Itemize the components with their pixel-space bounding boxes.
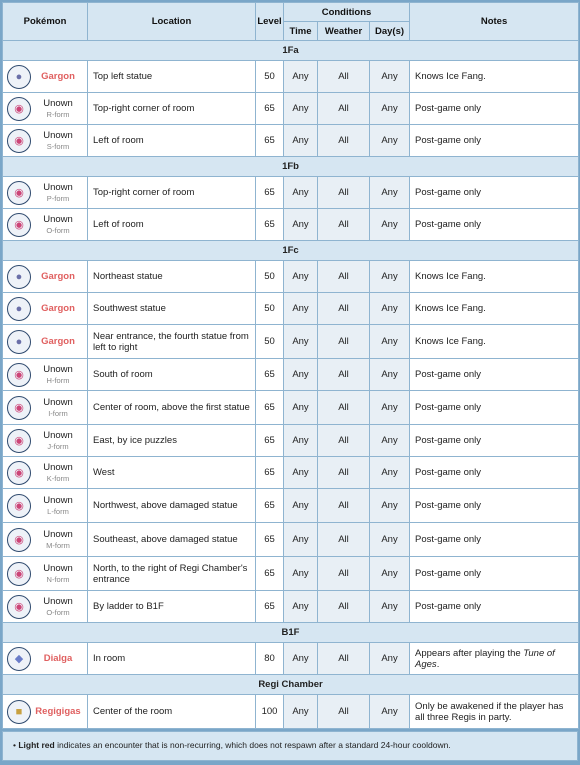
time-cell: Any [284, 457, 318, 489]
location-cell: Center of the room [88, 695, 256, 729]
pokemon-name-link[interactable]: Unown [43, 595, 73, 607]
notes-cell [410, 591, 579, 623]
pokemon-cell [3, 261, 88, 293]
dialga-sprite-icon [7, 647, 31, 671]
location-cell: By ladder to B1F [88, 591, 256, 623]
gargon-glyph-icon: ● [15, 335, 23, 348]
table-row [3, 591, 579, 623]
weather-cell: All [318, 177, 370, 209]
pokemon-info [5, 700, 85, 724]
pokemon-text [31, 71, 85, 82]
location-cell: Northeast statue [88, 261, 256, 293]
pokemon-name-link[interactable]: Gargon [41, 71, 75, 82]
notes-cell [410, 557, 579, 591]
pokemon-form: I-form [48, 408, 68, 418]
location-cell: Top-right corner of room [88, 93, 256, 125]
pokemon-info [5, 461, 85, 485]
weather-cell: All [318, 591, 370, 623]
pokemon-form: K-form [46, 473, 70, 483]
pokemon-info [5, 595, 85, 619]
pokemon-text [31, 98, 85, 120]
weather-cell: All [318, 557, 370, 591]
location-cell: Near entrance, the fourth statue from left to right [88, 325, 256, 359]
section-title: Regi Chamber [3, 675, 579, 695]
table-row [3, 261, 579, 293]
pokemon-name-link[interactable]: Unown [43, 562, 73, 574]
unown-sprite-icon [7, 396, 31, 420]
weather-cell: All [318, 93, 370, 125]
table-row [3, 695, 579, 729]
level-cell: 65 [256, 359, 284, 391]
notes-text: Post-game only [415, 402, 482, 413]
notes-cell [410, 489, 579, 523]
unown-sprite-icon [7, 494, 31, 518]
notes-cell [410, 325, 579, 359]
footer-bullet: • [13, 740, 16, 750]
pokemon-cell [3, 591, 88, 623]
notes-cell [410, 93, 579, 125]
days-cell: Any [370, 261, 410, 293]
location-cell: Southwest statue [88, 293, 256, 325]
time-cell: Any [284, 643, 318, 675]
level-cell: 100 [256, 695, 284, 729]
pokemon-cell [3, 293, 88, 325]
pokemon-info [5, 265, 85, 289]
unown-glyph-icon: ◉ [14, 369, 24, 381]
header-days: Day(s) [370, 22, 410, 41]
time-cell: Any [284, 425, 318, 457]
table-row [3, 523, 579, 557]
table-row [3, 643, 579, 675]
time-cell: Any [284, 177, 318, 209]
pokemon-form: N-form [46, 574, 70, 584]
pokemon-info [5, 494, 85, 518]
notes-italic-text: Tune of Ages [415, 647, 555, 670]
pokemon-text [31, 706, 85, 717]
level-cell: 80 [256, 643, 284, 675]
pokemon-name-link[interactable]: Unown [43, 213, 73, 225]
weather-cell: All [318, 359, 370, 391]
location-cell: In room [88, 643, 256, 675]
weather-cell: All [318, 695, 370, 729]
pokemon-info [5, 330, 85, 354]
gargon-sprite-icon [7, 330, 31, 354]
location-cell: Northwest, above damaged statue [88, 489, 256, 523]
unown-glyph-icon: ◉ [14, 435, 24, 447]
unown-sprite-icon [7, 429, 31, 453]
pokemon-cell [3, 695, 88, 729]
pokemon-cell [3, 209, 88, 241]
section-header [3, 41, 579, 61]
notes-text: Appears after playing the [415, 647, 524, 659]
gargon-glyph-icon: ● [15, 70, 23, 83]
days-cell: Any [370, 489, 410, 523]
level-cell: 65 [256, 209, 284, 241]
notes-text: Only be awakened if the player has all three Regis in party. [415, 700, 564, 723]
time-cell: Any [284, 293, 318, 325]
days-cell: Any [370, 457, 410, 489]
pokemon-form: O-form [46, 225, 70, 235]
location-cell: South of room [88, 359, 256, 391]
level-cell: 65 [256, 425, 284, 457]
notes-text: Knows Ice Fang. [415, 71, 486, 82]
notes-text: Knows Ice Fang. [415, 271, 486, 282]
pokemon-text [31, 214, 85, 236]
pokemon-form: O-form [46, 607, 70, 617]
unown-glyph-icon: ◉ [14, 187, 24, 199]
days-cell: Any [370, 177, 410, 209]
pokemon-info [5, 65, 85, 89]
unown-glyph-icon: ◉ [14, 467, 24, 479]
table-row [3, 489, 579, 523]
days-cell: Any [370, 643, 410, 675]
weather-cell: All [318, 61, 370, 93]
pokemon-cell [3, 425, 88, 457]
notes-text: Post-game only [415, 435, 482, 446]
time-cell: Any [284, 125, 318, 157]
table-row [3, 125, 579, 157]
unown-glyph-icon: ◉ [14, 103, 24, 115]
time-cell: Any [284, 591, 318, 623]
pokemon-cell [3, 391, 88, 425]
pokemon-text [31, 303, 85, 314]
time-cell: Any [284, 523, 318, 557]
notes-text: Post-game only [415, 601, 482, 612]
notes-text: Post-game only [415, 467, 482, 478]
weather-cell: All [318, 391, 370, 425]
unown-glyph-icon: ◉ [14, 135, 24, 147]
pokemon-name-link[interactable]: Gargon [41, 271, 75, 282]
pokemon-name-link[interactable]: Dialga [43, 653, 73, 664]
pokemon-text [31, 271, 85, 282]
gargon-sprite-icon [7, 65, 31, 89]
notes-cell [410, 261, 579, 293]
days-cell: Any [370, 695, 410, 729]
notes-cell [410, 61, 579, 93]
pokemon-info [5, 129, 85, 153]
pokemon-info [5, 647, 85, 671]
unown-glyph-icon: ◉ [14, 219, 24, 231]
notes-text: Post-game only [415, 369, 482, 380]
notes-cell [410, 457, 579, 489]
pokemon-cell [3, 61, 88, 93]
header-pokemon: Pokémon [3, 3, 88, 41]
time-cell: Any [284, 61, 318, 93]
notes-text: Knows Ice Fang. [415, 303, 486, 314]
pokemon-info [5, 528, 85, 552]
pokemon-form: M-form [46, 540, 70, 550]
level-cell: 50 [256, 61, 284, 93]
days-cell: Any [370, 125, 410, 157]
pokemon-cell [3, 557, 88, 591]
time-cell: Any [284, 93, 318, 125]
pokemon-name-link[interactable]: Unown [43, 461, 73, 473]
pokemon-cell [3, 359, 88, 391]
pokemon-name-link[interactable]: Unown [43, 97, 73, 109]
pokemon-name-link[interactable]: Unown [43, 181, 73, 193]
weather-cell: All [318, 643, 370, 675]
pokemon-text [31, 563, 85, 585]
level-cell: 65 [256, 557, 284, 591]
pokemon-text [31, 130, 85, 152]
time-cell: Any [284, 695, 318, 729]
section-header [3, 241, 579, 261]
pokemon-text [31, 529, 85, 551]
notes-cell [410, 177, 579, 209]
pokemon-text [31, 430, 85, 452]
pokemon-text [31, 462, 85, 484]
notes-cell [410, 293, 579, 325]
notes-text: Post-game only [415, 103, 482, 114]
time-cell: Any [284, 359, 318, 391]
weather-cell: All [318, 523, 370, 557]
pokemon-name-link[interactable]: Gargon [41, 336, 75, 347]
pokemon-cell [3, 125, 88, 157]
table-row [3, 457, 579, 489]
weather-cell: All [318, 293, 370, 325]
unown-sprite-icon [7, 181, 31, 205]
pokemon-name-link[interactable]: Unown [43, 429, 73, 441]
unown-sprite-icon [7, 461, 31, 485]
footer-highlight: Light red [18, 740, 55, 750]
section-header [3, 623, 579, 643]
notes-after-text: . [436, 658, 440, 670]
table-row [3, 359, 579, 391]
days-cell: Any [370, 61, 410, 93]
days-cell: Any [370, 325, 410, 359]
level-cell: 50 [256, 325, 284, 359]
gargon-glyph-icon: ● [15, 270, 23, 283]
pokemon-cell [3, 325, 88, 359]
notes-cell [410, 695, 579, 729]
pokemon-form: S-form [46, 141, 70, 151]
header-time: Time [284, 22, 318, 41]
level-cell: 65 [256, 391, 284, 425]
pokemon-text [31, 397, 85, 419]
header-notes: Notes [410, 3, 579, 41]
notes-cell [410, 359, 579, 391]
notes-cell [410, 125, 579, 157]
section-title: B1F [3, 623, 579, 643]
pokemon-name-link[interactable]: Unown [43, 363, 73, 375]
pokemon-name-link[interactable]: Unown [43, 129, 73, 141]
days-cell: Any [370, 425, 410, 457]
section-title: 1Fc [3, 241, 579, 261]
location-cell: West [88, 457, 256, 489]
days-cell: Any [370, 591, 410, 623]
pokemon-info [5, 97, 85, 121]
notes-text: Post-game only [415, 187, 482, 198]
time-cell: Any [284, 391, 318, 425]
location-cell: Southeast, above damaged statue [88, 523, 256, 557]
unown-glyph-icon: ◉ [14, 500, 24, 512]
pokemon-info [5, 562, 85, 586]
time-cell: Any [284, 557, 318, 591]
table-row [3, 325, 579, 359]
weather-cell: All [318, 125, 370, 157]
level-cell: 50 [256, 261, 284, 293]
gargon-glyph-icon: ● [15, 302, 23, 315]
pokemon-form: H-form [46, 375, 70, 385]
pokemon-name-link[interactable]: Regigigas [35, 706, 81, 717]
location-cell: Top left statue [88, 61, 256, 93]
level-cell: 65 [256, 591, 284, 623]
pokemon-cell [3, 523, 88, 557]
pokemon-info [5, 297, 85, 321]
section-header [3, 157, 579, 177]
pokemon-text [31, 495, 85, 517]
weather-cell: All [318, 425, 370, 457]
header-location: Location [88, 3, 256, 41]
weather-cell: All [318, 489, 370, 523]
notes-cell [410, 391, 579, 425]
regigigas-glyph-icon: ■ [15, 705, 23, 718]
pokemon-form: P-form [46, 193, 70, 203]
gargon-sprite-icon [7, 265, 31, 289]
unown-glyph-icon: ◉ [14, 402, 24, 414]
notes-text: Post-game only [415, 568, 482, 579]
table-row [3, 391, 579, 425]
pokemon-text [31, 596, 85, 618]
location-cell: Left of room [88, 125, 256, 157]
weather-cell: All [318, 209, 370, 241]
pokemon-name-link[interactable]: Unown [43, 494, 73, 506]
encounter-table [2, 2, 579, 729]
pokemon-info [5, 396, 85, 420]
unown-glyph-icon: ◉ [14, 601, 24, 613]
location-cell: Left of room [88, 209, 256, 241]
level-cell: 65 [256, 489, 284, 523]
days-cell: Any [370, 93, 410, 125]
level-cell: 65 [256, 125, 284, 157]
notes-cell [410, 643, 579, 675]
pokemon-info [5, 429, 85, 453]
weather-cell: All [318, 261, 370, 293]
pokemon-cell [3, 643, 88, 675]
gargon-sprite-icon [7, 297, 31, 321]
pokemon-info [5, 181, 85, 205]
level-cell: 65 [256, 457, 284, 489]
days-cell: Any [370, 359, 410, 391]
pokemon-info [5, 213, 85, 237]
table-row [3, 177, 579, 209]
pokemon-name-link[interactable]: Gargon [41, 303, 75, 314]
pokemon-text [31, 182, 85, 204]
pokemon-text [31, 336, 85, 347]
time-cell: Any [284, 489, 318, 523]
table-row [3, 93, 579, 125]
footer-text: indicates an encounter that is non-recurring, which does not respawn after a standard 24-hour cooldown. [54, 740, 451, 750]
unown-sprite-icon [7, 213, 31, 237]
pokemon-cell [3, 457, 88, 489]
pokemon-text [31, 364, 85, 386]
location-cell: East, by ice puzzles [88, 425, 256, 457]
unown-glyph-icon: ◉ [14, 568, 24, 580]
location-cell: North, to the right of Regi Chamber's entrance [88, 557, 256, 591]
level-cell: 50 [256, 293, 284, 325]
table-row [3, 209, 579, 241]
notes-cell [410, 425, 579, 457]
notes-text: Post-game only [415, 500, 482, 511]
section-title: 1Fb [3, 157, 579, 177]
days-cell: Any [370, 523, 410, 557]
notes-cell [410, 523, 579, 557]
location-cell: Top-right corner of room [88, 177, 256, 209]
table-row [3, 557, 579, 591]
unown-glyph-icon: ◉ [14, 534, 24, 546]
pokemon-info [5, 363, 85, 387]
footer-note [2, 731, 578, 761]
days-cell: Any [370, 557, 410, 591]
weather-cell: All [318, 457, 370, 489]
time-cell: Any [284, 261, 318, 293]
time-cell: Any [284, 325, 318, 359]
header-weather: Weather [318, 22, 370, 41]
pokemon-cell [3, 177, 88, 209]
pokemon-name-link[interactable]: Unown [43, 396, 73, 408]
level-cell: 65 [256, 177, 284, 209]
days-cell: Any [370, 391, 410, 425]
time-cell: Any [284, 209, 318, 241]
dialga-glyph-icon: ◆ [14, 653, 24, 665]
unown-sprite-icon [7, 97, 31, 121]
encounter-table-body [3, 41, 579, 729]
notes-text: Post-game only [415, 534, 482, 545]
section-title: 1Fa [3, 41, 579, 61]
pokemon-text [31, 653, 85, 664]
notes-text: Post-game only [415, 135, 482, 146]
days-cell: Any [370, 293, 410, 325]
location-cell: Center of room, above the first statue [88, 391, 256, 425]
table-row [3, 61, 579, 93]
level-cell: 65 [256, 523, 284, 557]
notes-text: Post-game only [415, 219, 482, 230]
pokemon-form: J-form [47, 441, 69, 451]
notes-text: Knows Ice Fang. [415, 336, 486, 347]
pokemon-form: L-form [47, 506, 69, 516]
table-row [3, 425, 579, 457]
weather-cell: All [318, 325, 370, 359]
days-cell: Any [370, 209, 410, 241]
regigigas-sprite-icon [7, 700, 31, 724]
pokemon-form: R-form [46, 109, 70, 119]
unown-sprite-icon [7, 129, 31, 153]
unown-sprite-icon [7, 562, 31, 586]
section-header [3, 675, 579, 695]
unown-sprite-icon [7, 528, 31, 552]
unown-sprite-icon [7, 595, 31, 619]
table-row [3, 293, 579, 325]
pokemon-cell [3, 489, 88, 523]
header-conditions: Conditions [284, 3, 410, 22]
pokemon-cell [3, 93, 88, 125]
header-level: Level [256, 3, 284, 41]
notes-cell [410, 209, 579, 241]
unown-sprite-icon [7, 363, 31, 387]
pokemon-name-link[interactable]: Unown [43, 528, 73, 540]
level-cell: 65 [256, 93, 284, 125]
